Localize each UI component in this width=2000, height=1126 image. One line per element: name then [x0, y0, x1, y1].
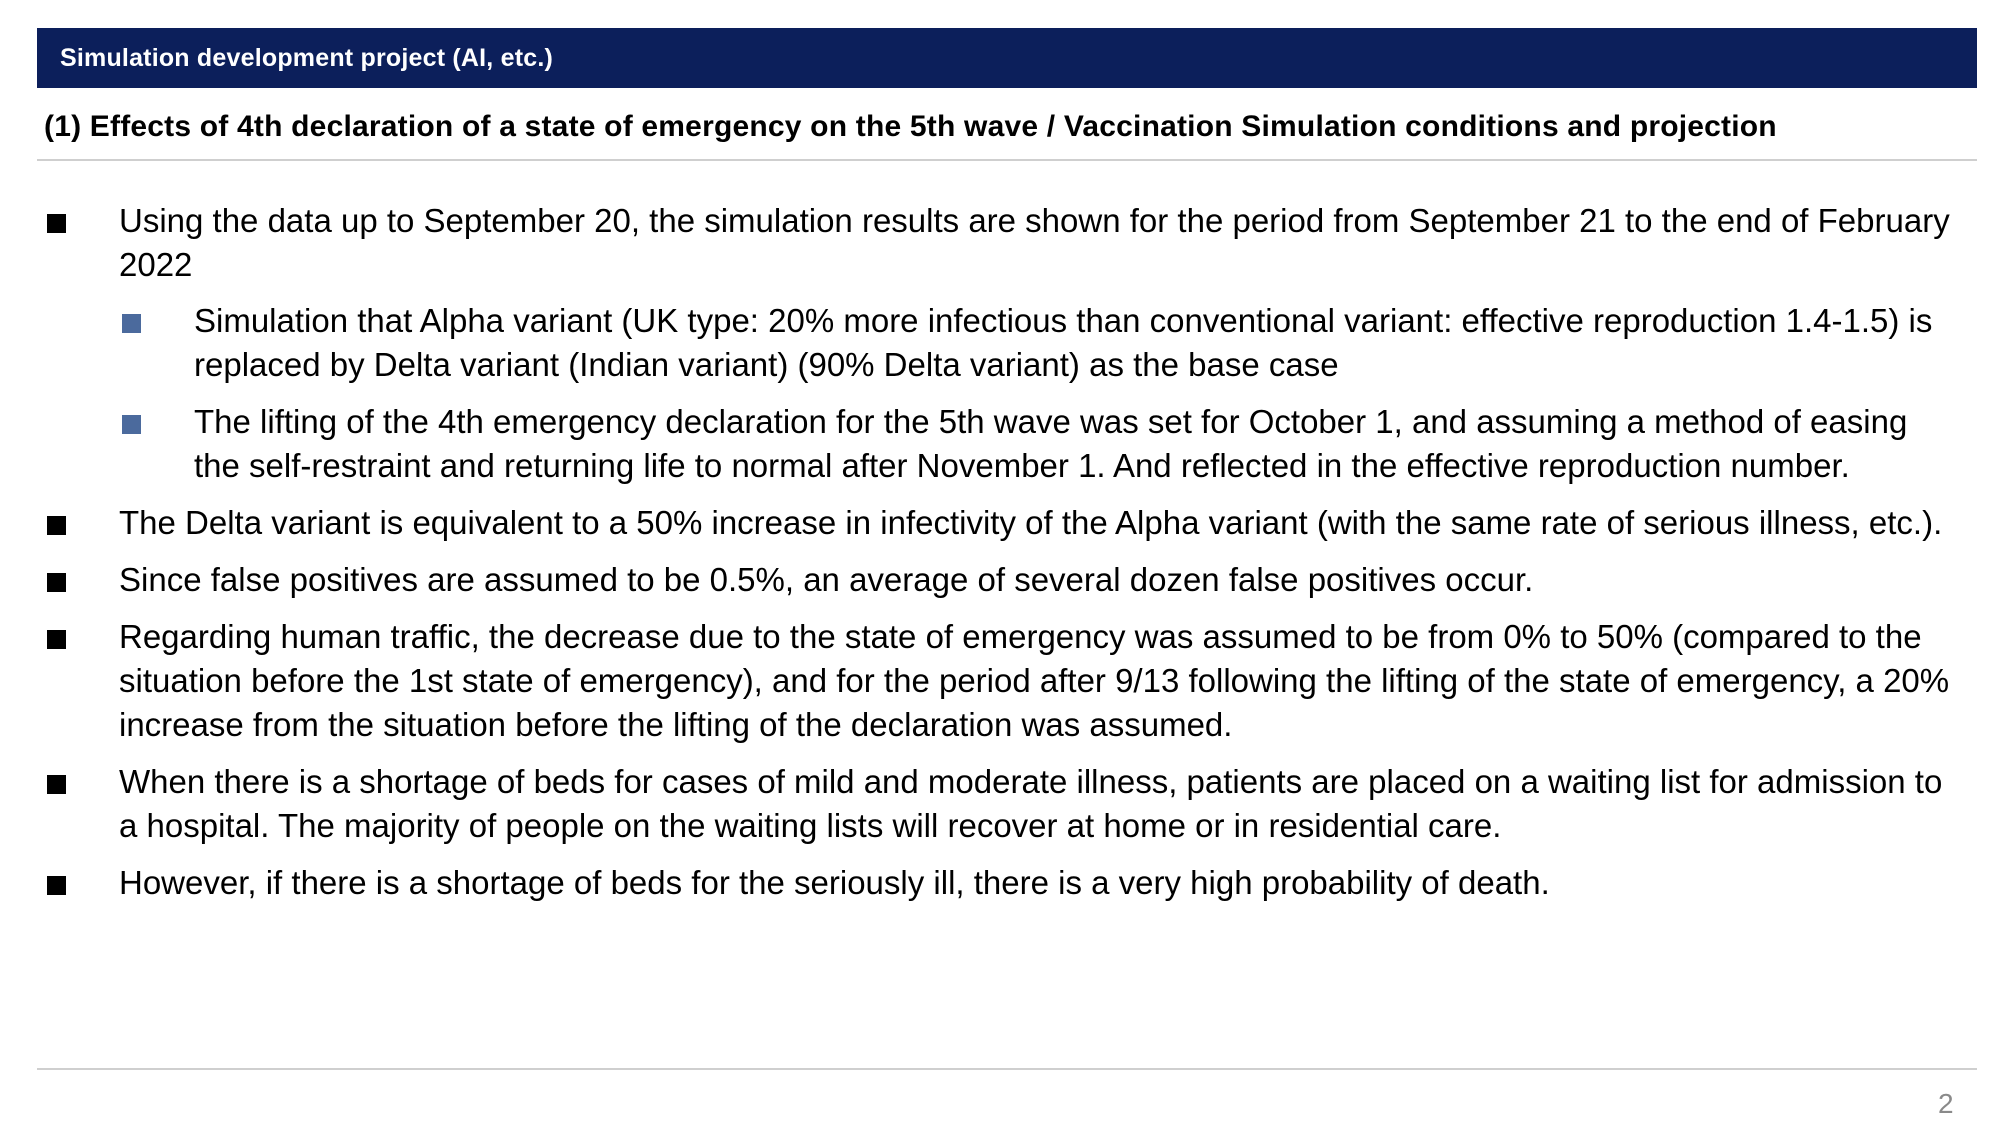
- bullet-item: [0, 501, 2000, 545]
- bullet-text: Since false positives are assumed to be 0.5%, an average of several dozen false positives occur.: [119, 561, 1534, 598]
- sub-bullet-text: Simulation that Alpha variant (UK type: 20% more infectious than conventional variant: effective reproduction 1.4-1.5) is replaced by Delta variant (Indian variant) (90% Delta variant) as the base case: [194, 302, 1933, 383]
- bullet-item: [0, 760, 2000, 848]
- top-divider: [37, 159, 1977, 161]
- bullet-item: [0, 199, 2000, 488]
- square-bullet-icon: [47, 775, 66, 794]
- bullet-text: Regarding human traffic, the decrease due to the state of emergency was assumed to be from 0% to 50% (compared to the situation before the 1st state of emergency), and for the period after 9/13 following the lifting of the state of emergency, a 20% increase from the situation before the lifting of the declaration was assumed.: [119, 618, 1950, 743]
- bottom-divider: [37, 1068, 1977, 1070]
- square-bullet-icon: [47, 573, 66, 592]
- square-sub-bullet-icon: [122, 314, 141, 333]
- square-bullet-icon: [47, 516, 66, 535]
- sub-bullet-item: [119, 299, 1960, 387]
- header-title: Simulation development project (AI, etc.): [60, 43, 553, 72]
- bullet-text: When there is a shortage of beds for cases of mild and moderate illness, patients are placed on a waiting list for admission to a hospital. The majority of people on the waiting lists will recover at home or in residential care.: [119, 763, 1943, 844]
- square-bullet-icon: [47, 630, 66, 649]
- square-bullet-icon: [47, 876, 66, 895]
- sub-bullet-list: [119, 299, 1960, 488]
- page-number: 2: [1938, 1088, 1954, 1119]
- bullet-list: [0, 199, 2000, 918]
- bullet-item: [0, 861, 2000, 905]
- square-bullet-icon: [47, 214, 66, 233]
- bullet-text: The Delta variant is equivalent to a 50% increase in infectivity of the Alpha variant (with the same rate of serious illness, etc.).: [119, 504, 1943, 541]
- slide-subtitle: (1) Effects of 4th declaration of a state of emergency on the 5th wave / Vaccination Simulation conditions and projection: [44, 110, 1777, 143]
- bullet-item: [0, 615, 2000, 747]
- bullet-item: [0, 558, 2000, 602]
- square-sub-bullet-icon: [122, 415, 141, 434]
- sub-bullet-item: [119, 400, 1960, 488]
- bullet-text: Using the data up to September 20, the simulation results are shown for the period from September 21 to the end of February 2022: [119, 202, 1950, 283]
- sub-bullet-text: The lifting of the 4th emergency declaration for the 5th wave was set for October 1, and assuming a method of easing the self-restraint and returning life to normal after November 1. And reflected in the effective reproduction number.: [194, 403, 1908, 484]
- header-bar: [37, 28, 1977, 88]
- bullet-text: However, if there is a shortage of beds for the seriously ill, there is a very high probability of death.: [119, 864, 1550, 901]
